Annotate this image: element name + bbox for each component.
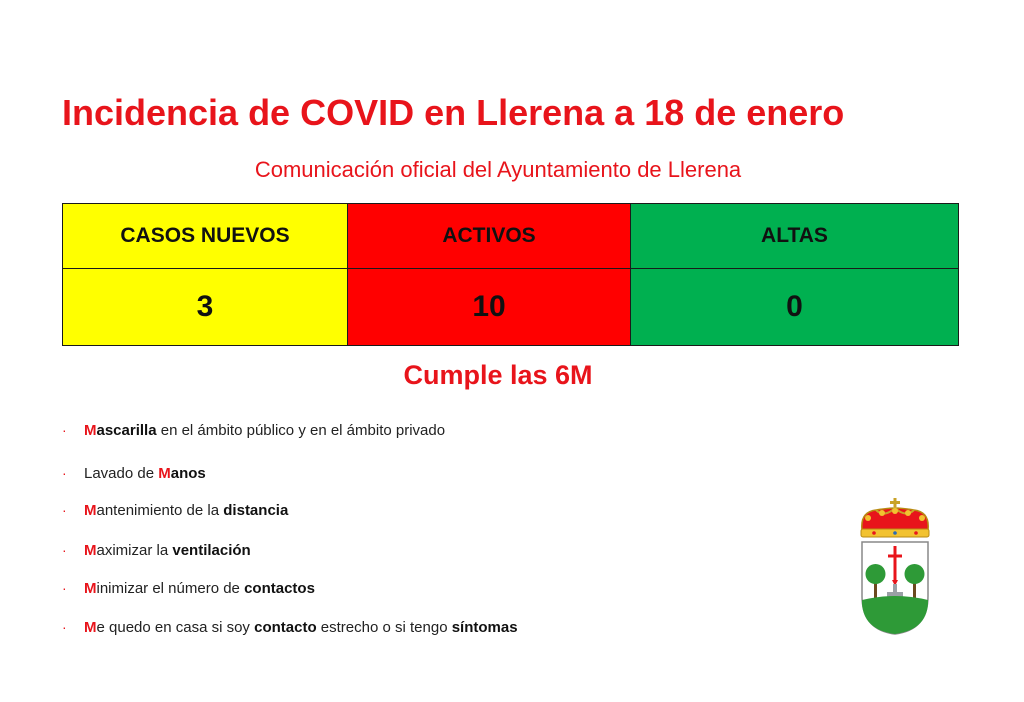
rule-part: aximizar la <box>96 542 173 559</box>
rule-text <box>84 465 206 482</box>
llerena-coat-of-arms <box>854 496 936 638</box>
rule-bold-part: contacto <box>254 619 317 636</box>
rule-text <box>84 619 518 636</box>
page-title: Incidencia de COVID en Llerena a 18 de enero <box>62 92 845 133</box>
rule-part: estrecho o si tengo <box>316 619 452 636</box>
rule-initial-m: M <box>84 619 97 636</box>
rule-text <box>84 542 251 559</box>
bullet-icon: · <box>62 542 67 558</box>
rule-part: e quedo en casa si soy <box>96 619 255 636</box>
rule-text <box>84 422 445 439</box>
rule-bold-part: contactos <box>244 580 315 597</box>
bullet-icon: · <box>62 465 67 481</box>
header-altas: ALTAS <box>631 204 959 269</box>
rule-prefix: Lavado de <box>84 465 159 482</box>
rule-bold-part: ascarilla <box>96 422 157 439</box>
stats-values-row <box>63 269 959 346</box>
header-activos: ACTIVOS <box>348 204 631 269</box>
rule-part: inimizar el número de <box>96 580 245 597</box>
rule-bold-part: ventilación <box>172 542 251 559</box>
stats-header-row <box>63 204 959 269</box>
rule-initial-m: M <box>84 502 97 519</box>
rule-initial-m: M <box>158 465 171 482</box>
bullet-icon: · <box>62 619 67 635</box>
bullet-icon: · <box>62 422 67 438</box>
covid-stats-table <box>62 203 959 346</box>
page-subtitle: Comunicación oficial del Ayuntamiento de Llerena <box>254 157 742 182</box>
rule-bold-part: distancia <box>223 502 289 519</box>
bullet-icon: · <box>62 502 67 518</box>
rule-part: en el ámbito público y en el ámbito privado <box>156 422 446 439</box>
header-casos-nuevos: CASOS NUEVOS <box>63 204 348 269</box>
value-activos: 10 <box>348 269 631 346</box>
bullet-icon: · <box>62 580 67 596</box>
rule-bold-part: anos <box>170 465 206 482</box>
rule-text <box>84 502 288 519</box>
rule-initial-m: M <box>84 542 97 559</box>
rule-initial-m: M <box>84 580 97 597</box>
value-altas: 0 <box>631 269 959 346</box>
rule-bold-part: síntomas <box>451 619 518 636</box>
rule-text <box>84 580 315 597</box>
cumple-6m-heading: Cumple las 6M <box>403 360 593 390</box>
rule-initial-m: M <box>84 422 97 439</box>
value-casos-nuevos: 3 <box>63 269 348 346</box>
rule-part: antenimiento de la <box>96 502 224 519</box>
